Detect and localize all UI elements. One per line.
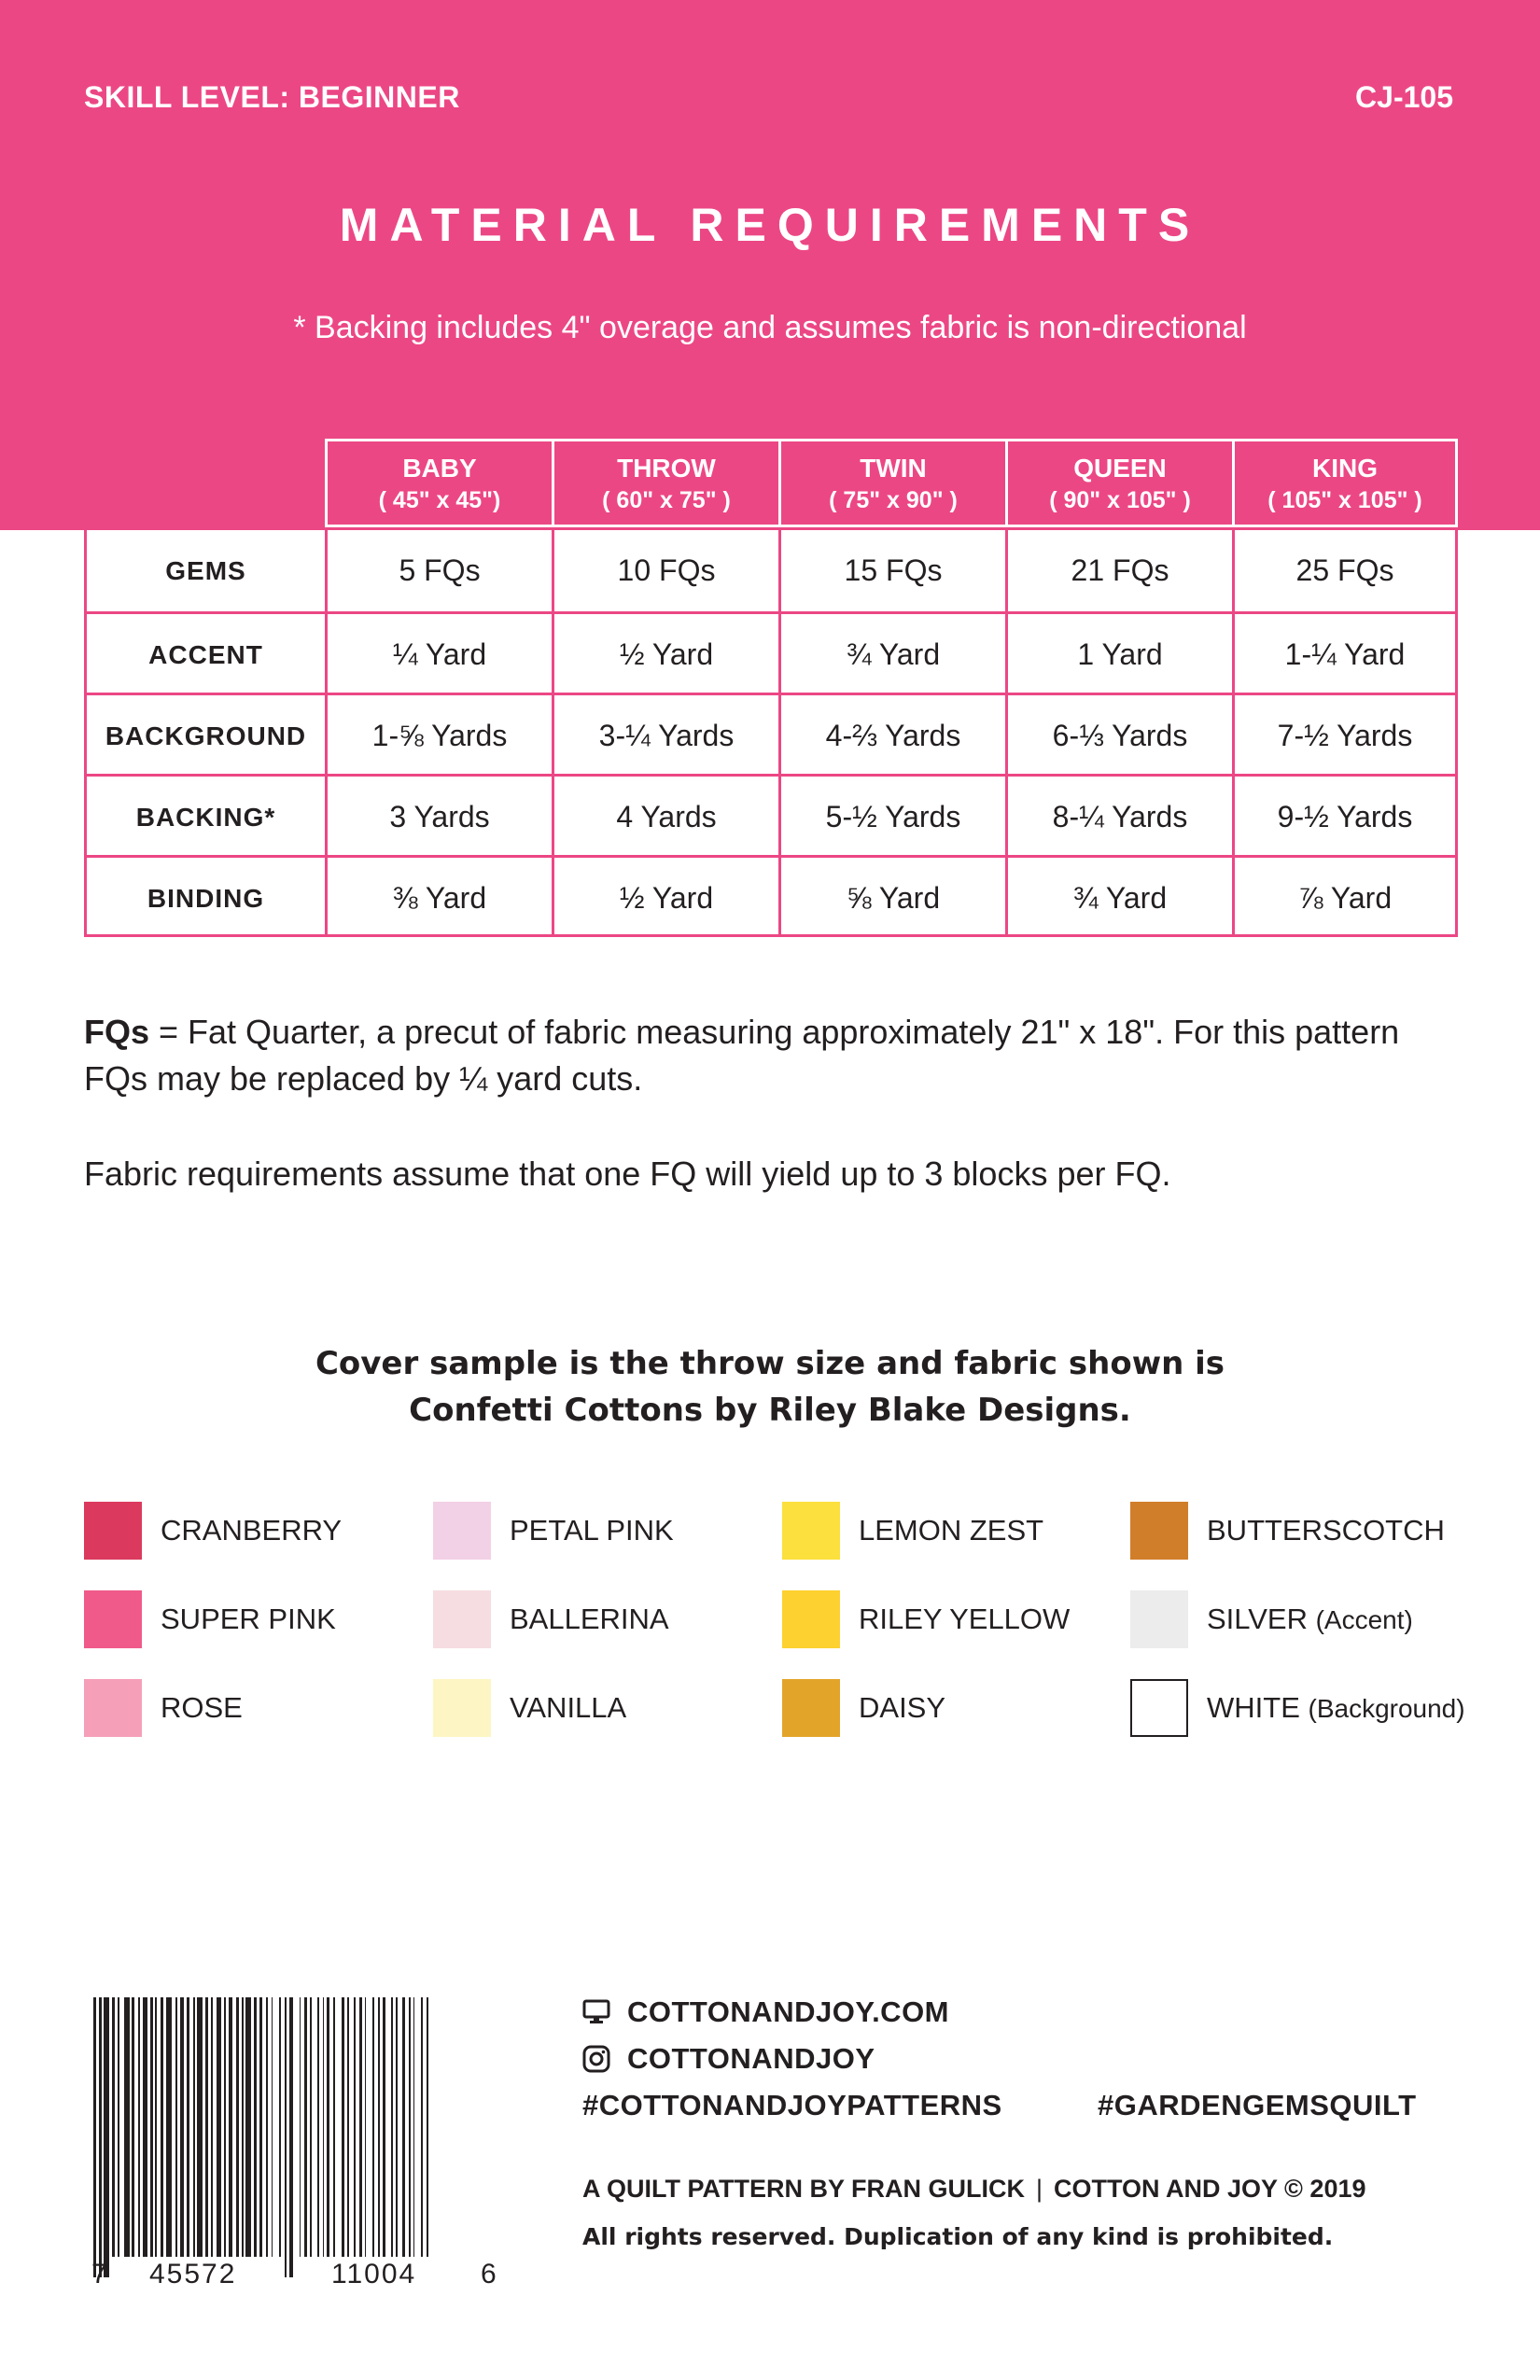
swatch-note: (Accent) (1315, 1605, 1413, 1634)
row-label: GEMS (165, 555, 246, 585)
barcode-bar (245, 1997, 251, 2257)
table-cell: 3 Yards (389, 800, 490, 833)
swatch-label (510, 1691, 626, 1725)
column-header-throw (552, 439, 778, 527)
table-cell: 1-⅝ Yards (371, 719, 508, 752)
instagram-text: COTTONANDJOY (627, 2042, 875, 2075)
swatch-ballerina (433, 1590, 669, 1648)
barcode-bar (155, 1997, 157, 2257)
swatch-name: SILVER (1207, 1603, 1308, 1635)
material-requirements-table (84, 439, 1458, 937)
table-cell: 8-¼ Yards (1052, 800, 1188, 833)
column-name: QUEEN (1073, 454, 1167, 483)
column-size: ( 60" x 75" ) (602, 487, 731, 513)
swatch-name: DAISY (859, 1691, 946, 1724)
barcode-bar (150, 1997, 153, 2257)
table-row (87, 530, 1455, 611)
barcode-bar (347, 1997, 349, 2257)
table-cell: 25 FQs (1295, 553, 1394, 587)
swatch-color (433, 1679, 491, 1737)
barcode-bar (396, 1997, 398, 2257)
swatch-name: BUTTERSCOTCH (1207, 1514, 1445, 1547)
table-cell: 4 Yards (616, 800, 717, 833)
barcode-bar (143, 1997, 147, 2257)
swatch-butterscotch (1130, 1502, 1445, 1560)
fq-definition: = Fat Quarter, a precut of fabric measuring approximately 21" x 18". For this pattern FQs may be replaced by ¼ yard cuts. (84, 1013, 1400, 1098)
column-header-twin (778, 439, 1005, 527)
swatch-name: WHITE (1207, 1691, 1300, 1724)
column-name: BABY (402, 454, 477, 483)
row-label: BACKING* (135, 802, 276, 832)
swatch-daisy (782, 1679, 945, 1737)
row-label: ACCENT (148, 639, 263, 669)
table-row (87, 855, 1455, 939)
barcode-digit-last: 6 (481, 2259, 497, 2289)
fq-term: FQs (84, 1013, 150, 1051)
swatch-petal-pink (433, 1502, 674, 1560)
barcode-bar (383, 1997, 385, 2257)
barcode-bar (427, 1997, 428, 2257)
barcode-bar (224, 1997, 226, 2257)
swatch-label (161, 1691, 243, 1725)
swatch-rose (84, 1679, 243, 1737)
swatch-name: RILEY YELLOW (859, 1603, 1071, 1635)
table-cell: 21 FQs (1071, 553, 1169, 587)
barcode-bar (300, 1997, 301, 2257)
row-label: BINDING (147, 883, 265, 913)
rights-notice: All rights reserved. Duplication of any kind is prohibited. (582, 2223, 1334, 2250)
pattern-credit (582, 2175, 1366, 2204)
barcode-digits-right: 11004 (331, 2259, 417, 2289)
barcode-bar (333, 1997, 335, 2257)
swatch-color (1130, 1590, 1188, 1648)
designer-credit: A QUILT PATTERN BY FRAN GULICK (582, 2175, 1025, 2203)
table-cell: 1 Yard (1077, 637, 1163, 671)
table-cell: ⅜ Yard (392, 881, 487, 915)
column-name: KING (1312, 454, 1378, 483)
cover-line: Cover sample is the throw size and fabric shown is (315, 1345, 1225, 1382)
swatch-name: PETAL PINK (510, 1514, 674, 1547)
swatch-label (161, 1514, 342, 1547)
fq-yield-paragraph: Fabric requirements assume that one FQ will yield up to 3 blocks per FQ. (84, 1155, 1171, 1193)
barcode-bar (327, 1997, 329, 2257)
barcode-bar (304, 1997, 307, 2257)
table-cell: ½ Yard (619, 637, 714, 671)
column-header-baby (325, 439, 552, 527)
barcode-bar (197, 1997, 203, 2257)
barcode-bar (138, 1997, 140, 2257)
barcode-bar (359, 1997, 362, 2257)
barcode-bar (193, 1997, 195, 2257)
barcode-bar (421, 1997, 423, 2257)
instagram-link[interactable] (582, 2042, 875, 2076)
column-header-queen (1005, 439, 1232, 527)
swatch-color (782, 1502, 840, 1560)
table-cell: 15 FQs (844, 553, 943, 587)
barcode-bar (254, 1997, 257, 2257)
barcode-bar (285, 1997, 287, 2277)
swatch-color (433, 1502, 491, 1560)
hashtag-quilt: #GARDENGEMSQUILT (1098, 2089, 1417, 2121)
barcode-bar (354, 1997, 356, 2257)
table-cell: ½ Yard (619, 881, 714, 915)
barcode-bar (99, 1997, 102, 2277)
swatch-name: ROSE (161, 1691, 243, 1724)
barcode-bar (118, 1997, 119, 2257)
copyright: COTTON AND JOY © 2019 (1054, 2175, 1366, 2203)
barcode-bar (323, 1997, 324, 2257)
column-name: TWIN (860, 454, 927, 483)
swatch-label (510, 1603, 669, 1636)
barcode-bar (289, 1997, 293, 2277)
barcode-bar (266, 1997, 268, 2257)
row-label: BACKGROUND (105, 721, 307, 750)
swatch-silver (1130, 1590, 1413, 1648)
skill-level: SKILL LEVEL: BEGINNER (84, 80, 460, 114)
table-cell: ¾ Yard (846, 637, 941, 671)
barcode (86, 1997, 497, 2277)
barcode-bar (413, 1997, 414, 2257)
backing-note: * Backing includes 4" overage and assumes fabric is non-directional (293, 310, 1247, 345)
barcode-bar (279, 1997, 281, 2257)
table-cell: 1-¼ Yard (1284, 637, 1406, 671)
swatch-riley-yellow (782, 1590, 1070, 1648)
barcode-bar (372, 1997, 374, 2257)
barcode-bar (132, 1997, 134, 2257)
credit-separator: | (1035, 2175, 1043, 2203)
barcode-bar (180, 1997, 184, 2257)
barcode-bar (211, 1997, 213, 2257)
barcode-bar (217, 1997, 221, 2257)
barcode-bar (378, 1997, 380, 2257)
barcode-bar (242, 1997, 244, 2257)
column-size: ( 90" x 105" ) (1049, 487, 1191, 513)
table-cell: ¼ Yard (392, 637, 487, 671)
table-body (84, 527, 1458, 937)
barcode-bar (229, 1997, 232, 2257)
barcode-digit-first: 7 (91, 2259, 107, 2289)
swatch-note: (Background) (1308, 1694, 1465, 1723)
table-cell: ⅞ Yard (1297, 881, 1393, 915)
table-cell: 5 FQs (399, 553, 481, 587)
swatch-color (1130, 1679, 1188, 1737)
barcode-bar (104, 1997, 109, 2277)
swatch-label (1207, 1514, 1445, 1547)
barcode-bar (166, 1997, 172, 2257)
swatch-white (1130, 1679, 1465, 1737)
barcode-bar (93, 1997, 96, 2277)
hashtag-patterns: #COTTONANDJOYPATTERNS (582, 2089, 1002, 2121)
swatch-name: VANILLA (510, 1691, 627, 1724)
swatch-color (84, 1679, 142, 1737)
table-cell: 7-½ Yards (1277, 719, 1413, 752)
swatch-label (510, 1514, 674, 1547)
table-cell: 9-½ Yards (1277, 800, 1413, 833)
table-row (87, 693, 1455, 777)
website-text: COTTONANDJOY.COM (627, 1995, 950, 2028)
table-cell: 4-⅔ Yards (825, 719, 961, 752)
swatch-color (782, 1590, 840, 1648)
cover-sample-note (0, 1340, 1540, 1434)
swatch-label (1207, 1691, 1465, 1725)
table-cell: 5-½ Yards (825, 800, 961, 833)
barcode-bar (409, 1997, 411, 2257)
swatch-label (161, 1603, 336, 1636)
swatch-color (84, 1502, 142, 1560)
table-cell: ⅝ Yard (846, 881, 941, 915)
swatch-lemon-zest (782, 1502, 1043, 1560)
barcode-bar (161, 1997, 163, 2257)
table-cell: ¾ Yard (1072, 881, 1168, 915)
column-size: ( 75" x 90" ) (829, 487, 958, 513)
swatch-color (84, 1590, 142, 1648)
cover-line: Confetti Cottons by Riley Blake Designs. (409, 1392, 1131, 1429)
page-title: MATERIAL REQUIREMENTS (339, 199, 1201, 251)
barcode-bar (272, 1997, 273, 2257)
swatch-label (859, 1603, 1070, 1636)
barcode-bar (112, 1997, 115, 2257)
swatch-color (782, 1679, 840, 1737)
barcode-bar (236, 1997, 239, 2257)
barcode-bar (365, 1997, 366, 2257)
swatch-label (1207, 1603, 1413, 1636)
swatch-name: LEMON ZEST (859, 1514, 1044, 1547)
table-row (87, 611, 1455, 695)
barcode-bar (310, 1997, 312, 2257)
column-header-king (1232, 439, 1458, 527)
column-name: THROW (617, 454, 716, 483)
column-size: ( 45" x 45") (378, 487, 501, 513)
swatch-cranberry (84, 1502, 342, 1560)
table-cell: 6-⅓ Yards (1052, 719, 1188, 752)
swatch-name: SUPER PINK (161, 1603, 336, 1635)
barcode-bar (205, 1997, 208, 2257)
pattern-code: CJ-105 (1355, 80, 1453, 114)
column-size: ( 105" x 105" ) (1267, 487, 1422, 513)
barcode-bar (342, 1997, 344, 2257)
swatch-label (859, 1691, 945, 1725)
table-cell: 3-¼ Yards (598, 719, 735, 752)
barcode-bar (187, 1997, 189, 2257)
swatch-color (433, 1590, 491, 1648)
swatch-name: BALLERINA (510, 1603, 669, 1635)
swatch-super-pink (84, 1590, 336, 1648)
barcode-bar (402, 1997, 405, 2257)
swatch-vanilla (433, 1679, 626, 1737)
fq-definition-paragraph (84, 1009, 1456, 1102)
barcode-bar (124, 1997, 130, 2257)
swatch-label (859, 1514, 1043, 1547)
table-cell: 10 FQs (617, 553, 716, 587)
barcode-bar (317, 1997, 319, 2257)
barcode-bar (259, 1997, 262, 2257)
barcode-digits-left: 45572 (149, 2259, 237, 2289)
instagram-icon (582, 2045, 610, 2073)
website-link[interactable] (582, 1995, 949, 2029)
monitor-icon (582, 1999, 610, 2025)
barcode-bar (175, 1997, 177, 2257)
barcode-bar (391, 1997, 393, 2257)
table-row (87, 774, 1455, 858)
swatch-name: CRANBERRY (161, 1514, 343, 1547)
swatch-color (1130, 1502, 1188, 1560)
